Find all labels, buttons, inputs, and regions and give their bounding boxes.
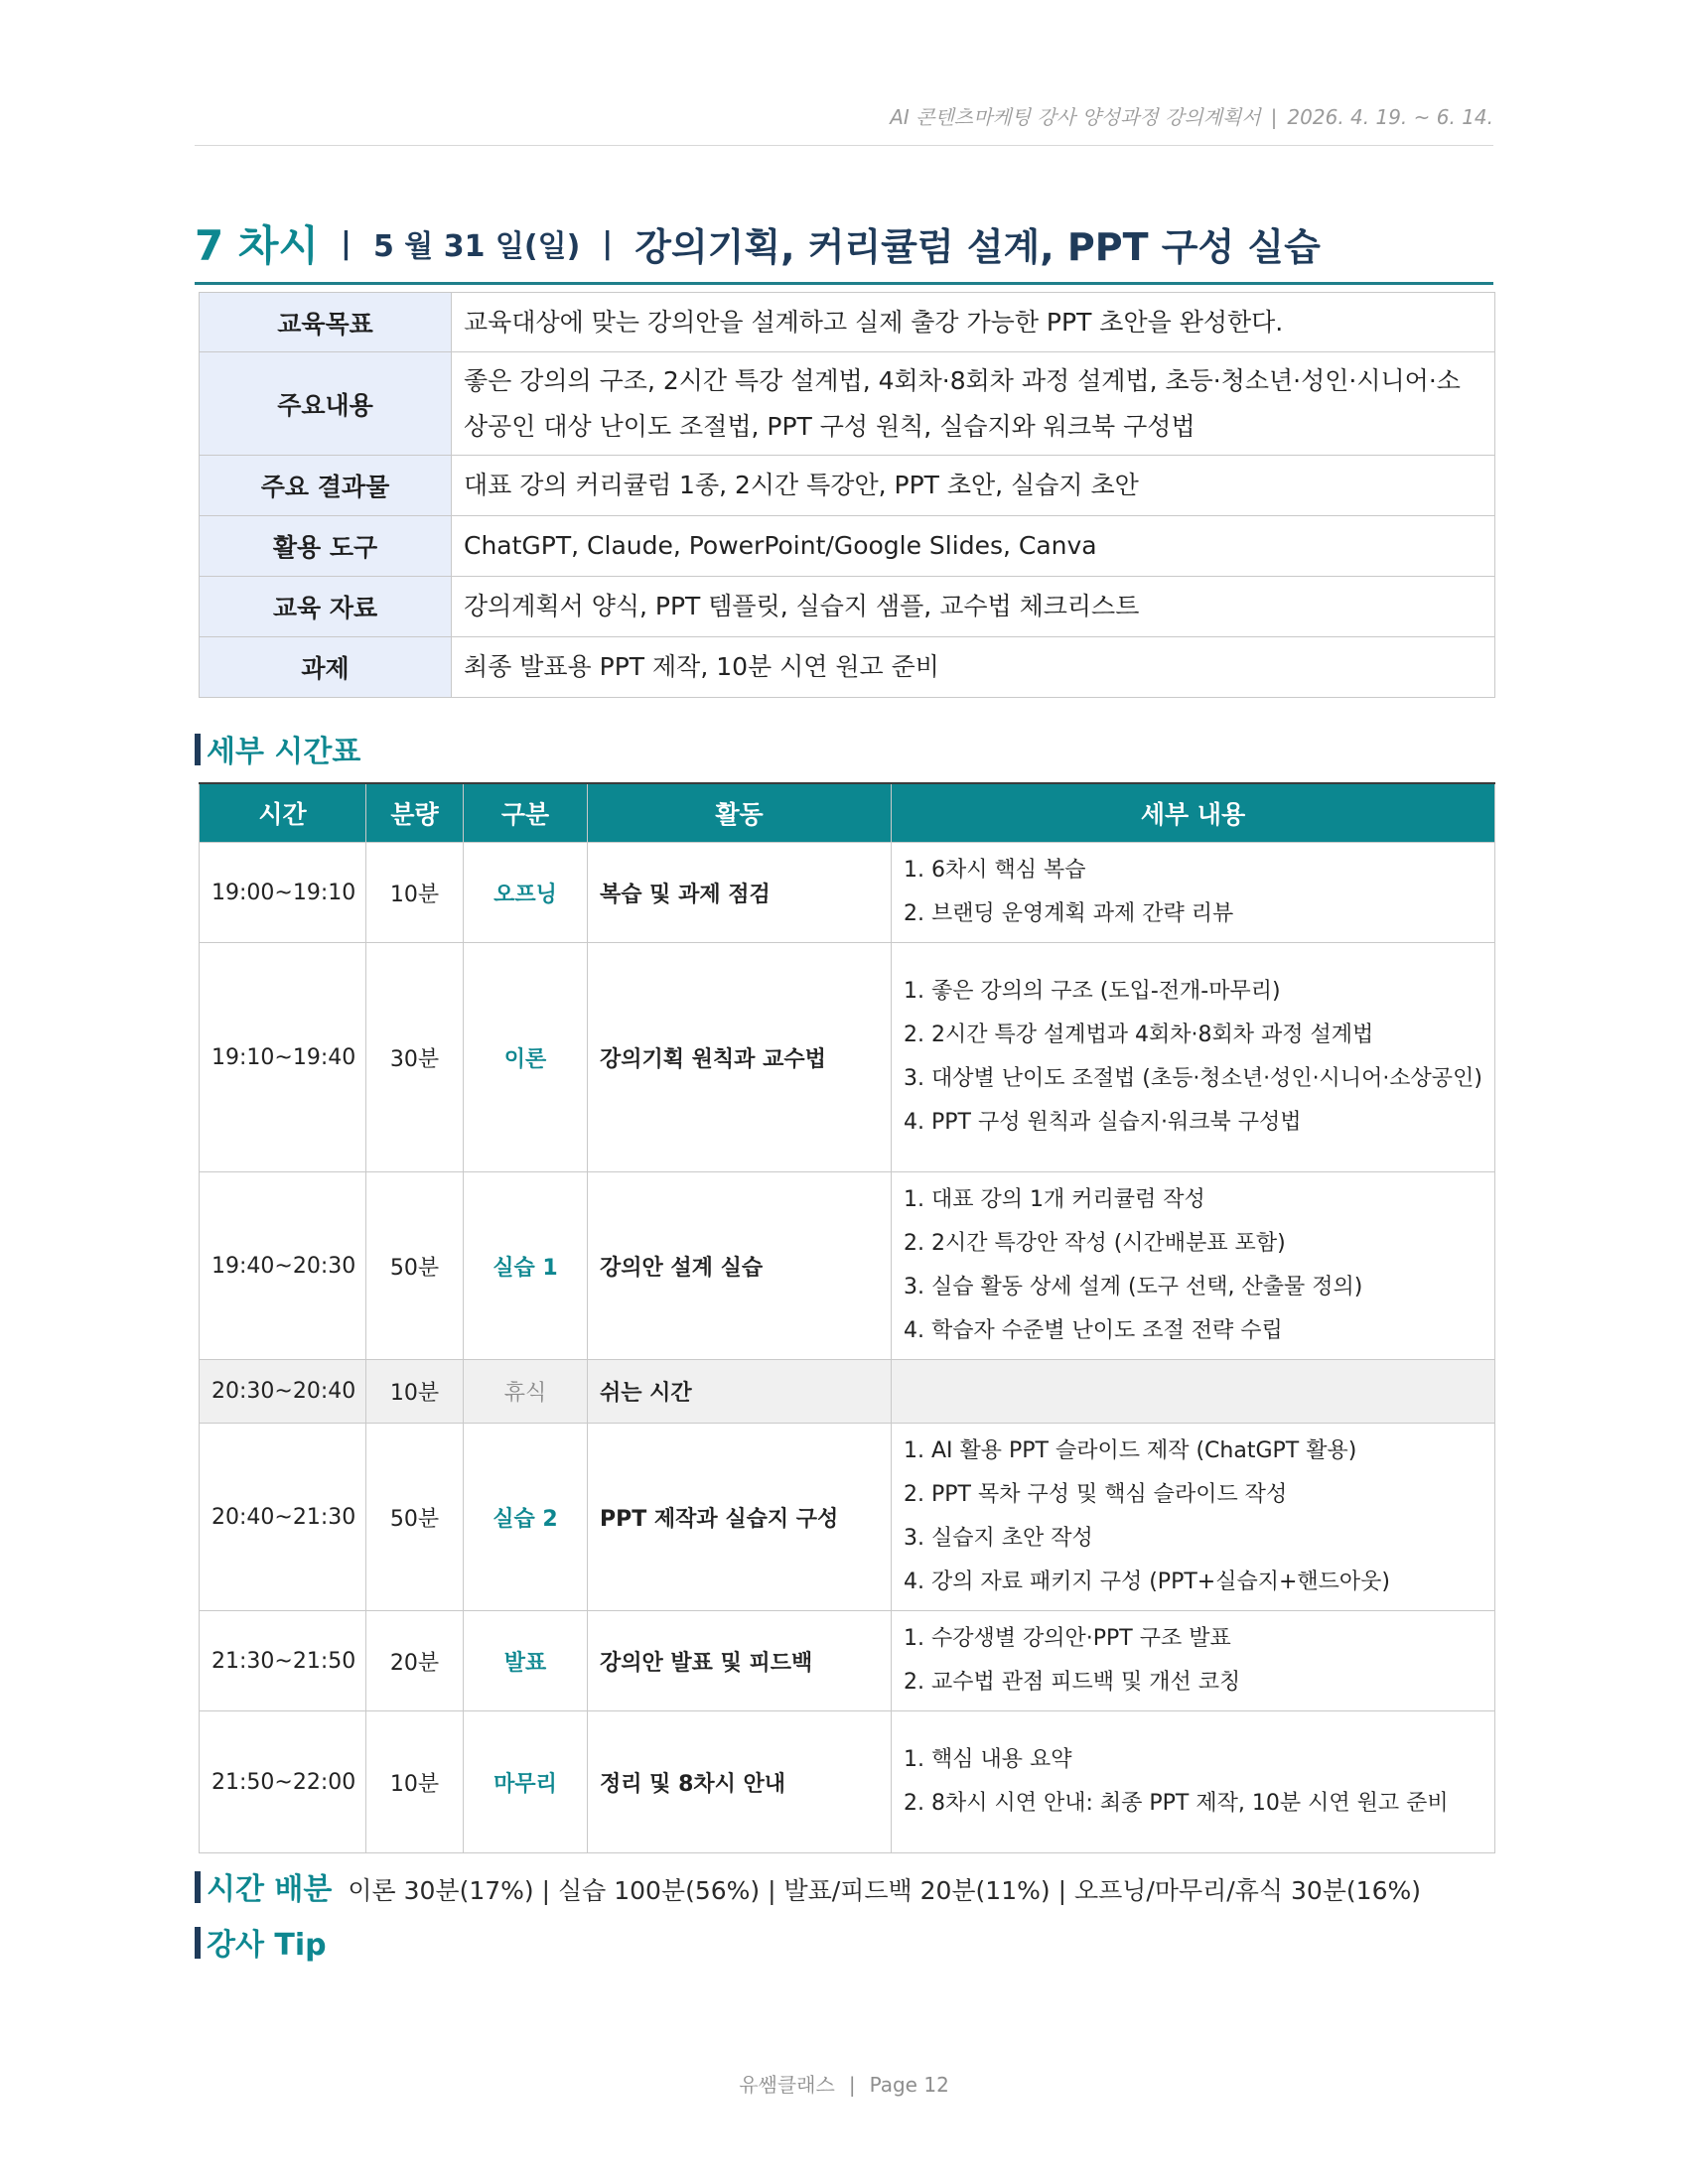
- col-header: 분량: [366, 783, 464, 843]
- category-cell: 발표: [464, 1611, 588, 1711]
- time-cell: 19:10~19:40: [200, 943, 366, 1172]
- info-label: 과제: [200, 637, 452, 698]
- col-header: 활동: [588, 783, 892, 843]
- schedule-table: [199, 782, 1495, 1853]
- header-separator: |: [1270, 105, 1278, 129]
- detail-item: 2. 8차시 시연 안내: 최종 PPT 제작, 10분 시연 원고 준비: [904, 1791, 1449, 1816]
- activity-cell: PPT 제작과 실습지 구성: [588, 1424, 892, 1611]
- info-label: 주요내용: [200, 352, 452, 456]
- category-cell: 실습 1: [464, 1172, 588, 1360]
- detail-item: 2. 브랜딩 운영계획 과제 간략 리뷰: [904, 901, 1234, 926]
- detail-item: 2. 교수법 관점 피드백 및 개선 코칭: [904, 1670, 1241, 1695]
- time-allocation: [195, 1864, 1421, 1908]
- info-row: [200, 293, 1495, 352]
- session-date: 5 월 31 일(일): [372, 229, 581, 264]
- schedule-heading-text: 세부 시간표: [207, 735, 361, 769]
- details-cell: [892, 1424, 1495, 1611]
- instructor-tip-heading: [195, 1920, 327, 1964]
- category-cell: 이론: [464, 943, 588, 1172]
- minutes-cell: 10분: [366, 843, 464, 943]
- col-header: 세부 내용: [892, 783, 1495, 843]
- activity-cell: 복습 및 과제 점검: [588, 843, 892, 943]
- time-cell: 21:50~22:00: [200, 1711, 366, 1853]
- details-cell: [892, 1172, 1495, 1360]
- col-header: 시간: [200, 783, 366, 843]
- schedule-header-row: [200, 783, 1495, 843]
- info-label: 활용 도구: [200, 516, 452, 577]
- info-label: 교육목표: [200, 293, 452, 352]
- course-name: AI 콘텐츠마케팅 강사 양성과정 강의계획서: [890, 105, 1261, 129]
- detail-item: 1. 핵심 내용 요약: [904, 1747, 1072, 1772]
- table-row: [200, 1611, 1495, 1711]
- info-value: 교육대상에 맞는 강의안을 설계하고 실제 출강 가능한 PPT 초안을 완성한다.: [452, 293, 1495, 352]
- info-label: 주요 결과물: [200, 456, 452, 516]
- time-cell: 20:30~20:40: [200, 1360, 366, 1424]
- tip-heading-text: 강사 Tip: [207, 1928, 327, 1963]
- activity-cell: 정리 및 8차시 안내: [588, 1711, 892, 1853]
- category-cell: 실습 2: [464, 1424, 588, 1611]
- info-value: 대표 강의 커리큘럼 1종, 2시간 특강안, PPT 초안, 실습지 초안: [452, 456, 1495, 516]
- session-info-table: [199, 292, 1495, 698]
- section-marker: [195, 1927, 201, 1959]
- detail-item: 4. 학습자 수준별 난이도 조절 전략 수립: [904, 1318, 1283, 1343]
- title-divider: |: [602, 225, 614, 261]
- activity-cell: 강의안 설계 실습: [588, 1172, 892, 1360]
- details-cell: [892, 843, 1495, 943]
- minutes-cell: 10분: [366, 1711, 464, 1853]
- info-row: [200, 516, 1495, 577]
- details-cell: [892, 1611, 1495, 1711]
- details-cell: [892, 943, 1495, 1172]
- detail-item: 2. PPT 목차 구성 및 핵심 슬라이드 작성: [904, 1482, 1288, 1507]
- session-title: [195, 205, 1493, 285]
- page-number: Page 12: [869, 2073, 949, 2097]
- detail-item: 1. 수강생별 강의안·PPT 구조 발표: [904, 1626, 1231, 1651]
- info-value: 좋은 강의의 구조, 2시간 특강 설계법, 4회차·8회차 과정 설계법, 초등·청소년·성인·시니어·소상공인 대상 난이도 조절법, PPT 구성 원칙, 실습지와 워크북 구성법: [452, 352, 1495, 456]
- activity-cell: 강의안 발표 및 피드백: [588, 1611, 892, 1711]
- activity-cell: 강의기획 원칙과 교수법: [588, 943, 892, 1172]
- detail-item: 3. 실습 활동 상세 설계 (도구 선택, 산출물 정의): [904, 1275, 1363, 1299]
- table-row: [200, 1424, 1495, 1611]
- detail-item: 4. 강의 자료 패키지 구성 (PPT+실습지+핸드아웃): [904, 1570, 1390, 1594]
- minutes-cell: 20분: [366, 1611, 464, 1711]
- time-cell: 20:40~21:30: [200, 1424, 366, 1611]
- time-cell: 19:00~19:10: [200, 843, 366, 943]
- detail-item: 2. 2시간 특강안 작성 (시간배분표 포함): [904, 1231, 1286, 1256]
- page-header: [195, 97, 1493, 146]
- category-cell: 마무리: [464, 1711, 588, 1853]
- footer-brand: 유쌤클래스: [739, 2073, 835, 2097]
- info-value: ChatGPT, Claude, PowerPoint/Google Slides, Canva: [452, 516, 1495, 577]
- session-topic: 강의기획, 커리큘럼 설계, PPT 구성 실습: [634, 224, 1321, 269]
- minutes-cell: 50분: [366, 1424, 464, 1611]
- detail-item: 3. 대상별 난이도 조절법 (초등·청소년·성인·시니어·소상공인): [904, 1066, 1482, 1091]
- minutes-cell: 50분: [366, 1172, 464, 1360]
- section-marker: [195, 1871, 201, 1903]
- time-allocation-label: 시간 배분: [207, 1872, 333, 1907]
- table-row: [200, 1360, 1495, 1424]
- footer-separator: |: [848, 2073, 856, 2097]
- category-cell: 오프닝: [464, 843, 588, 943]
- info-row: [200, 456, 1495, 516]
- info-row: [200, 577, 1495, 637]
- info-row: [200, 352, 1495, 456]
- detail-item: 4. PPT 구성 원칙과 실습지·워크북 구성법: [904, 1110, 1302, 1135]
- time-cell: 19:40~20:30: [200, 1172, 366, 1360]
- section-marker: [195, 734, 201, 765]
- info-value: 최종 발표용 PPT 제작, 10분 시연 원고 준비: [452, 637, 1495, 698]
- title-divider: |: [341, 225, 352, 261]
- detail-item: 1. 대표 강의 1개 커리큘럼 작성: [904, 1187, 1205, 1212]
- page-footer: [0, 2069, 1688, 2098]
- details-cell: [892, 1711, 1495, 1853]
- time-cell: 21:30~21:50: [200, 1611, 366, 1711]
- info-label: 교육 자료: [200, 577, 452, 637]
- details-cell: [892, 1360, 1495, 1424]
- course-period: 2026. 4. 19. ~ 6. 14.: [1287, 105, 1493, 129]
- category-cell: 휴식: [464, 1360, 588, 1424]
- detail-item: 2. 2시간 특강 설계법과 4회차·8회차 과정 설계법: [904, 1023, 1374, 1047]
- detail-item: 1. 좋은 강의의 구조 (도입-전개-마무리): [904, 979, 1281, 1004]
- table-row: [200, 843, 1495, 943]
- detail-item: 3. 실습지 초안 작성: [904, 1526, 1093, 1551]
- table-row: [200, 1172, 1495, 1360]
- activity-cell: 쉬는 시간: [588, 1360, 892, 1424]
- info-row: [200, 637, 1495, 698]
- minutes-cell: 30분: [366, 943, 464, 1172]
- schedule-heading: [195, 727, 360, 770]
- session-number: 7 차시: [195, 221, 319, 270]
- table-row: [200, 1711, 1495, 1853]
- time-allocation-text: 이론 30분(17%) | 실습 100분(56%) | 발표/피드백 20분(11%) | 오프닝/마무리/휴식 30분(16%): [348, 1876, 1421, 1905]
- detail-item: 1. AI 활용 PPT 슬라이드 제작 (ChatGPT 활용): [904, 1438, 1357, 1463]
- col-header: 구분: [464, 783, 588, 843]
- minutes-cell: 10분: [366, 1360, 464, 1424]
- info-value: 강의계획서 양식, PPT 템플릿, 실습지 샘플, 교수법 체크리스트: [452, 577, 1495, 637]
- table-row: [200, 943, 1495, 1172]
- detail-item: 1. 6차시 핵심 복습: [904, 858, 1086, 883]
